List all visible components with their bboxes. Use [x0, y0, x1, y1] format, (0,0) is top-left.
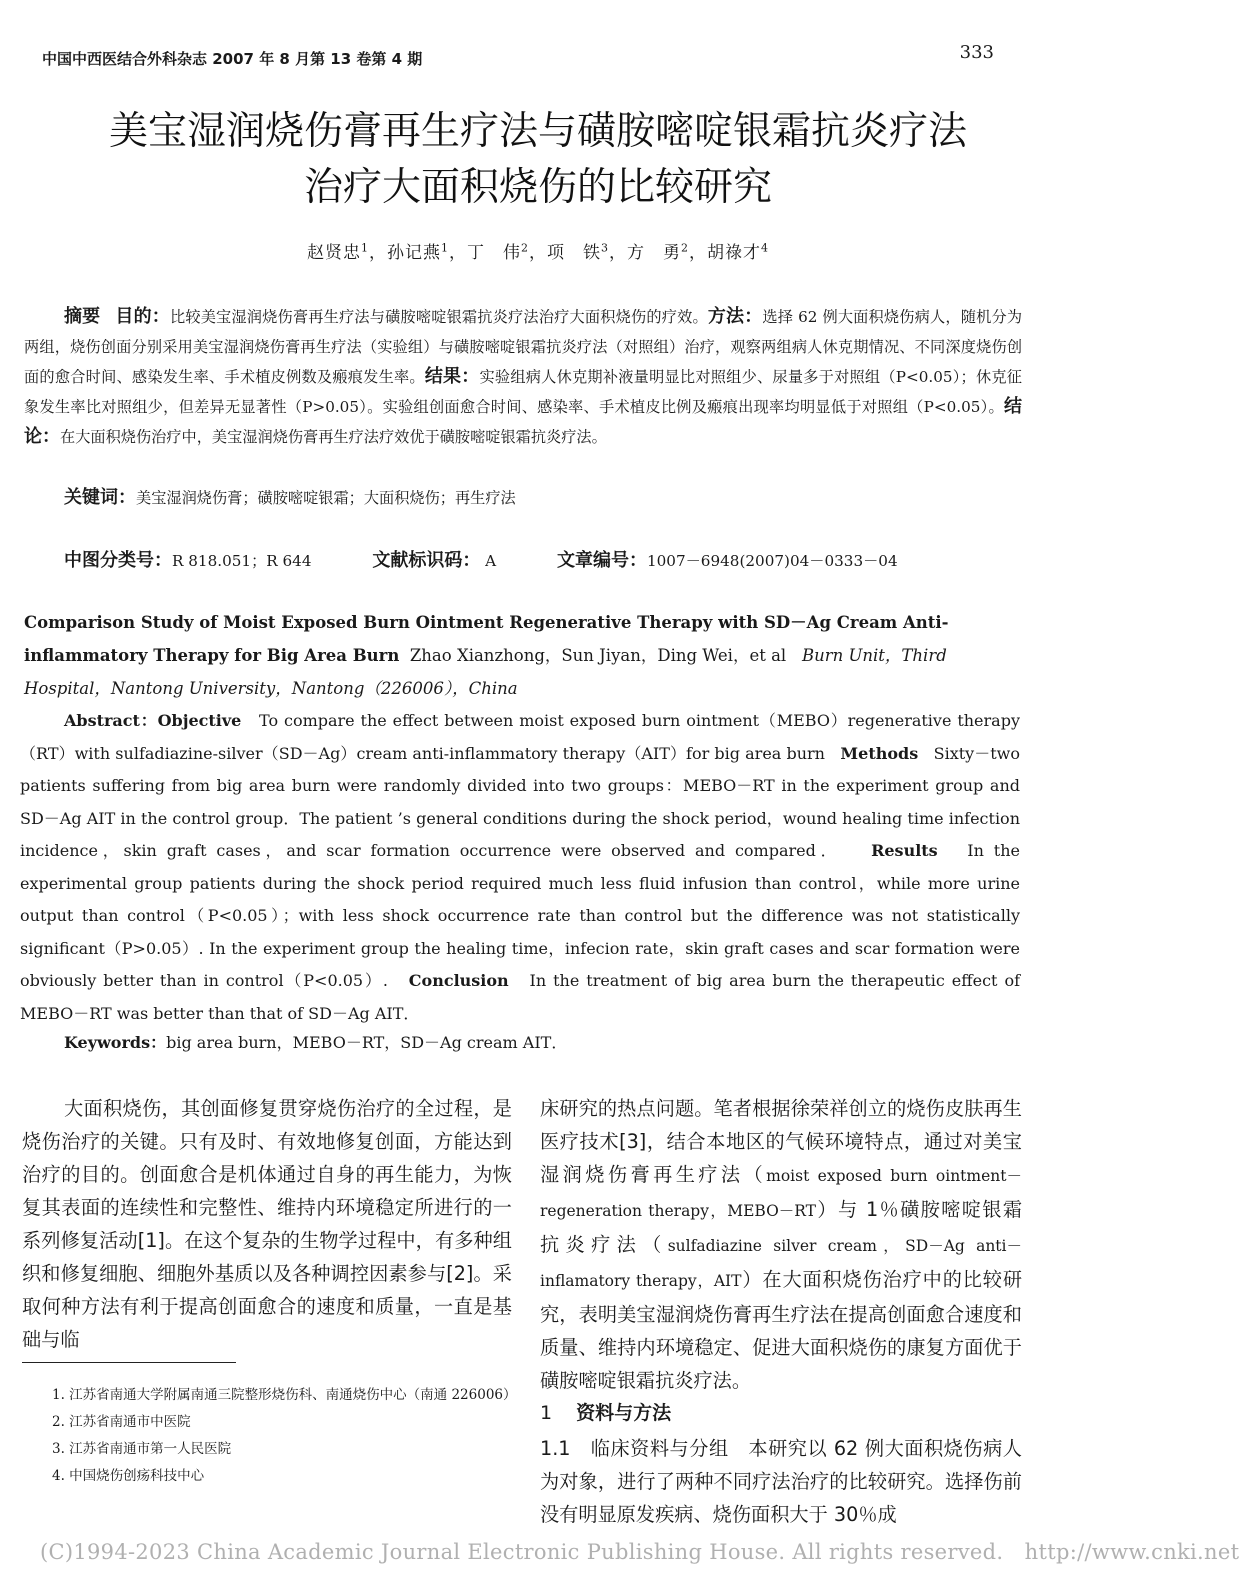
copyright-watermark: (C)1994-2023 China Academic Journal Electronic Publishing House. All rights reserved. http://www.cnki.net	[40, 1540, 1239, 1564]
english-authors: Zhao Xianzhong，Sun Jiyan，Ding Wei，et al	[409, 646, 787, 665]
article-number-label: 文章编号：	[556, 550, 647, 571]
english-abstract	[20, 705, 1020, 1030]
footnote-divider	[22, 1362, 236, 1363]
en-conclusion-label: Conclusion	[408, 971, 509, 990]
en-keywords-text: big area burn，MEBO－RT，SD－Ag cream AIT．	[166, 1033, 568, 1052]
author-name: 项 铁	[547, 243, 601, 263]
doc-code-label: 文献标识码：	[372, 550, 481, 571]
right-para-part-c: ）在大面积烧伤治疗中的比较研究，表明美宝湿润烧伤膏再生疗法在提高创面愈合速度和质量、维持内环境稳定、促进大面积烧伤的康复方面优于磺胺嘧啶银霜抗炎疗法。	[540, 1268, 1023, 1392]
objective-label: 目的：	[115, 306, 170, 327]
footnote-2: 2. 江苏省南通市中医院	[52, 1414, 191, 1430]
author-affiliation-mark: 3	[601, 241, 609, 255]
methods-label: 方法：	[707, 306, 763, 327]
author-name: 胡祿才	[707, 243, 761, 263]
keywords-text: 美宝湿润烧伤膏；磺胺嘧啶银霜；大面积烧伤；再生疗法	[136, 489, 516, 507]
en-results-label: Results	[871, 841, 938, 860]
title-line-1: 美宝湿润烧伤膏再生疗法与磺胺嘧啶银霜抗炎疗法	[108, 109, 967, 154]
results-text: 实验组病人休克期补液量明显比对照组少、尿量多于对照组（P<0.05）；休克征象发生率比对照组少，但差异无显著性（P>0.05）。实验组创面愈合时间、感染率、手术植皮比例及瘢痕出现率均明显低于对照组（P<0.05）。	[24, 368, 1022, 416]
author-affiliation-mark: 1	[361, 241, 369, 255]
author-name: 赵贤忠	[307, 243, 361, 263]
clc-label: 中图分类号：	[64, 550, 172, 571]
en-abstract-label: Abstract：	[64, 711, 158, 730]
author-name: 丁 伟	[467, 243, 521, 263]
results-label: 结果：	[424, 366, 480, 387]
en-conclusion-text: In the treatment of big area burn the therapeutic effect of MEBO－RT was better than that of SD－Ag AIT．	[20, 971, 1020, 1023]
english-title-block	[24, 606, 1022, 705]
running-head: 中国中西医结合外科杂志 2007 年 8 月第 13 卷第 4 期	[42, 50, 423, 68]
right-para-part-a: 床研究的热点问题。笔者根据徐荣祥创立的烧伤皮肤再生医疗技术[3]，结合本地区的气候环境特点，通过对美宝湿润烧伤膏再生疗法（	[540, 1097, 1022, 1186]
conclusion-text: 在大面积烧伤治疗中，美宝湿润烧伤膏再生疗法疗效优于磺胺嘧啶银霜抗炎疗法。	[60, 428, 607, 446]
footnote-3: 3. 江苏省南通市第一人民医院	[52, 1441, 232, 1457]
right-para-latin-1: moist exposed burn ointment－regeneration therapy，MEBO－RT	[540, 1167, 1022, 1220]
body-column-left: 大面积烧伤，其创面修复贯穿烧伤治疗的全过程，是烧伤治疗的关键。只有及时、有效地修复创面，方能达到治疗的目的。创面愈合是机体通过自身的再生能力，为恢复其表面的连续性和完整性、维持内环境稳定所进行的一系列修复活动[1]。在这个复杂的生物学过程中，有多种组织和修复细胞、细胞外基质以及各种调控因素参与[2]。采取何种方法有利于提高创面愈合的速度和质量，一直是基础与临	[22, 1097, 512, 1351]
en-objective-label: Objective	[157, 711, 242, 730]
author-name: 孙记燕	[387, 243, 441, 263]
footnotes	[22, 1382, 517, 1490]
author-list: 赵贤忠$^1$，孙记燕$^1$，丁 伟$^2$，项 铁$^3$，方 勇$^2$，胡祿才$^4$	[307, 241, 769, 263]
author-name: 方 勇	[627, 243, 681, 263]
english-affiliation: Burn Unit，Third Hospital，Nantong University，Nantong（226006），China	[24, 646, 947, 698]
en-methods-label: Methods	[840, 743, 919, 763]
article-title	[0, 104, 1076, 216]
abstract-label: 摘要	[64, 306, 101, 327]
chinese-abstract	[24, 302, 1022, 452]
english-title: Comparison Study of Moist Exposed Burn Ointment Regenerative Therapy with SD－Ag Cream Anti-inflammatory Therapy for Big Area Burn	[24, 613, 949, 665]
section-heading	[540, 1398, 671, 1425]
en-methods-text: Sixty－two patients suffering from big area burn were randomly divided into two groups：MEBO－RT in the experiment group and SD－Ag AIT in the control group．The patient ’s general conditions during the shock period，wound healing time infection incidence，skin graft cases，and scar formation occurrence were observed and compared．	[20, 743, 1021, 860]
footnote-1: 1. 江苏省南通大学附属南通三院整形烧伤科、南通烧伤中心（南通 226006）	[52, 1387, 517, 1403]
en-objective-text: To compare the effect between moist exposed burn ointment（MEBO）regenerative therapy（RT）with sulfadiazine-silver（SD－Ag）cream anti-inflammatory therapy（AIT）for big area burn	[20, 711, 1020, 763]
body-column-right	[540, 1092, 1022, 1394]
author-affiliation-mark: 4	[761, 241, 769, 255]
article-number-value: 1007－6948(2007)04－0333－04	[646, 552, 898, 570]
section-title: 资料与方法	[576, 1402, 672, 1424]
clc-value: R 818.051；R 644	[172, 552, 312, 570]
doc-code-value: A	[485, 552, 497, 570]
chinese-keywords	[24, 483, 1062, 513]
author-affiliation-mark: 2	[521, 241, 529, 255]
page-number: 333	[959, 42, 994, 63]
subsection-paragraph: 1.1 临床资料与分组 本研究以 62 例大面积烧伤病人为对象，进行了两种不同疗法治疗的比较研究。选择伤前没有明显原发疾病、烧伤面积大于 30％成	[540, 1437, 1022, 1526]
author-affiliation-mark: 2	[681, 241, 689, 255]
section-number: 1	[540, 1402, 553, 1424]
footnote-4: 4. 中国烧伤创疡科技中心	[52, 1468, 205, 1484]
right-para-part-b: ）与 1％磺胺嘧啶银霜抗炎疗法（	[540, 1198, 1023, 1256]
objective-text: 比较美宝湿润烧伤膏再生疗法与磺胺嘧啶银霜抗炎疗法治疗大面积烧伤的疗效。	[169, 308, 708, 326]
author-affiliation-mark: 1	[441, 241, 449, 255]
en-keywords-label: Keywords：	[64, 1033, 167, 1052]
en-results-text: In the experimental group patients during the shock period required much less fluid infusion than control，while more urine output than control（P<0.05）；with less shock occurrence rate than control but the difference was not statistically significant（P>0.05）. In the experiment group the healing time，infecion rate，skin graft cases and scar formation were obviously better than in control（P<0.05）.	[20, 841, 1021, 990]
classification-line	[64, 546, 1024, 572]
right-para-latin-2: sulfadiazine silver cream，SD－Ag anti－inflamatory therapy，AIT	[540, 1237, 1022, 1290]
title-line-2: 治疗大面积烧伤的比较研究	[303, 165, 772, 210]
methods-text: 选择 62 例大面积烧伤病人，随机分为两组，烧伤创面分别采用美宝湿润烧伤膏再生疗法（实验组）与磺胺嘧啶银霜抗炎疗法（对照组）治疗，观察两组病人休克期情况、不同深度烧伤创面的愈合时间、感染发生率、手术植皮例数及瘢痕发生率。	[24, 308, 1023, 386]
conclusion-label: 结论：	[24, 396, 1022, 447]
english-keywords	[64, 1030, 567, 1053]
keywords-label: 关键词：	[64, 487, 136, 508]
